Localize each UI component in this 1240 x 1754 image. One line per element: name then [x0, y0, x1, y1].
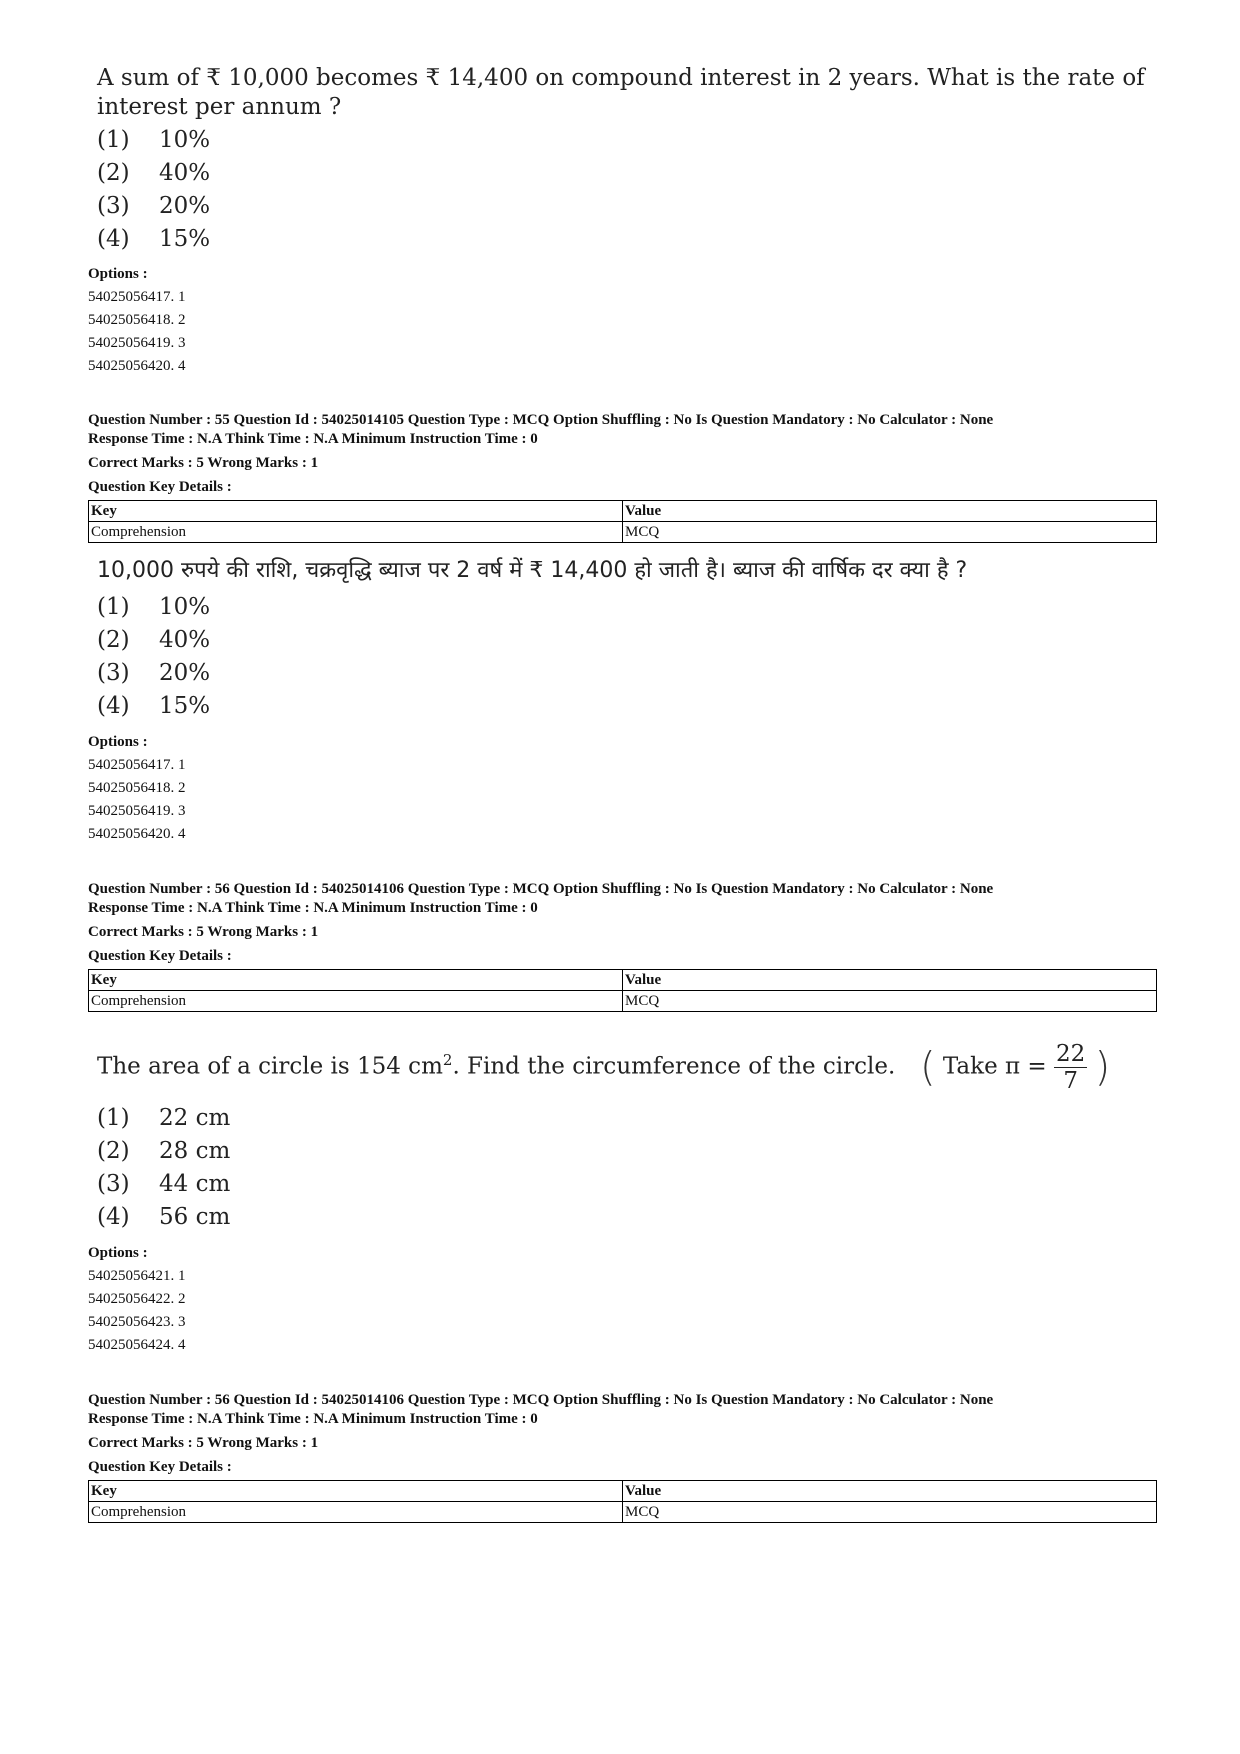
right-paren: ) — [1094, 1044, 1111, 1091]
question-text — [97, 1030, 1197, 1098]
meta-line: Question Number : 56 Question Id : 54025014106 Question Type : MCQ Option Shuffling : No Is Question Mandatory : No Calculator : None — [88, 881, 994, 897]
question-text: A sum of ₹ 10,000 becomes ₹ 14,400 on compound interest in 2 years. What is the rate of interest per annum ? — [97, 65, 1145, 120]
question-meta — [88, 880, 1158, 966]
choice-text: 44 cm — [159, 1171, 231, 1197]
key-table — [88, 500, 1157, 543]
choice-text: 40% — [159, 160, 211, 186]
options-label: Options : — [88, 266, 148, 282]
value-header: Value — [623, 1481, 1157, 1502]
choice-text: 56 cm — [159, 1204, 231, 1230]
meta-line: Response Time : N.A Think Time : N.A Minimum Instruction Time : 0 — [88, 1411, 538, 1427]
superscript: 2 — [442, 1051, 453, 1069]
choice-item — [97, 190, 210, 223]
option-id: 54025056418. 2 — [88, 780, 186, 796]
key-header: Key — [89, 501, 623, 522]
value-header: Value — [623, 501, 1157, 522]
meta-line: Question Number : 55 Question Id : 54025014105 Question Type : MCQ Option Shuffling : No Is Question Mandatory : No Calculator : None — [88, 412, 994, 428]
option-id: 54025056419. 3 — [88, 803, 186, 819]
meta-line: Response Time : N.A Think Time : N.A Minimum Instruction Time : 0 — [88, 900, 538, 916]
choice-list — [97, 1102, 230, 1234]
option-id: 54025056419. 3 — [88, 335, 186, 351]
key-table-header — [89, 501, 1157, 522]
meta-line: Response Time : N.A Think Time : N.A Minimum Instruction Time : 0 — [88, 431, 538, 447]
value-cell: MCQ — [623, 991, 1157, 1012]
choice-item — [97, 1102, 230, 1135]
options-label: Options : — [88, 734, 148, 750]
choice-list — [97, 124, 210, 256]
key-cell: Comprehension — [89, 522, 623, 543]
choice-number: (1) — [97, 594, 130, 620]
key-table-row — [89, 1502, 1157, 1523]
meta-line: Question Number : 56 Question Id : 54025014106 Question Type : MCQ Option Shuffling : No Is Question Mandatory : No Calculator : None — [88, 1392, 994, 1408]
choice-item — [97, 690, 210, 723]
choice-number: (3) — [97, 660, 130, 686]
value-cell: MCQ — [623, 1502, 1157, 1523]
key-cell: Comprehension — [89, 1502, 623, 1523]
choice-item — [97, 1168, 230, 1201]
choice-item — [97, 591, 210, 624]
choice-item — [97, 624, 210, 657]
key-table — [88, 1480, 1157, 1523]
choice-item — [97, 1135, 230, 1168]
left-paren: ( — [919, 1044, 936, 1091]
marks-line: Correct Marks : 5 Wrong Marks : 1 — [88, 924, 319, 940]
choice-number: (4) — [97, 693, 130, 719]
choice-text: 40% — [159, 627, 211, 653]
options-block — [88, 1242, 186, 1357]
question-main-text: The area of a circle is 154 cm — [97, 1053, 443, 1080]
key-table-header — [89, 1481, 1157, 1502]
key-header: Key — [89, 1481, 623, 1502]
pi-fraction — [1054, 1041, 1087, 1094]
question-rest-text: . Find the circumference of the circle. — [452, 1053, 896, 1080]
choice-text: 20% — [159, 660, 211, 686]
choice-list — [97, 591, 210, 723]
choice-number: (4) — [97, 1204, 130, 1230]
choice-item — [97, 1201, 230, 1234]
option-id: 54025056417. 1 — [88, 757, 186, 773]
key-table-row — [89, 522, 1157, 543]
key-details-label: Question Key Details : — [88, 479, 232, 495]
fraction-denominator: 7 — [1063, 1068, 1078, 1095]
choice-number: (1) — [97, 1105, 130, 1131]
fraction-numerator: 22 — [1056, 1041, 1086, 1068]
option-id: 54025056418. 2 — [88, 312, 186, 328]
marks-line: Correct Marks : 5 Wrong Marks : 1 — [88, 455, 319, 471]
choice-text: 22 cm — [159, 1105, 231, 1131]
question-meta — [88, 1391, 1158, 1477]
question-text: 10,000 रुपये की राशि, चक्रवृद्धि ब्याज पर 2 वर्ष में ₹ 14,400 हो जाती है। ब्याज की वार्षिक दर क्या है ? — [97, 558, 968, 583]
question-meta — [88, 411, 1158, 497]
choice-text: 10% — [159, 594, 211, 620]
choice-number: (4) — [97, 226, 130, 252]
key-details-label: Question Key Details : — [88, 948, 232, 964]
option-id: 54025056421. 1 — [88, 1268, 186, 1284]
choice-item — [97, 223, 210, 256]
choice-text: 10% — [159, 127, 211, 153]
options-block — [88, 731, 186, 846]
take-pi-text: Take π = — [942, 1053, 1047, 1080]
option-id: 54025056420. 4 — [88, 358, 186, 374]
choice-item — [97, 657, 210, 690]
choice-number: (1) — [97, 127, 130, 153]
value-header: Value — [623, 970, 1157, 991]
choice-text: 15% — [159, 693, 211, 719]
marks-line: Correct Marks : 5 Wrong Marks : 1 — [88, 1435, 319, 1451]
key-header: Key — [89, 970, 623, 991]
choice-text: 28 cm — [159, 1138, 231, 1164]
choice-text: 20% — [159, 193, 211, 219]
value-cell: MCQ — [623, 522, 1157, 543]
choice-item — [97, 157, 210, 190]
option-id: 54025056417. 1 — [88, 289, 186, 305]
choice-text: 15% — [159, 226, 211, 252]
options-label: Options : — [88, 1245, 148, 1261]
options-block — [88, 263, 186, 378]
key-details-label: Question Key Details : — [88, 1459, 232, 1475]
choice-number: (2) — [97, 627, 130, 653]
key-table-header — [89, 970, 1157, 991]
key-table — [88, 969, 1157, 1012]
option-id: 54025056423. 3 — [88, 1314, 186, 1330]
option-id: 54025056422. 2 — [88, 1291, 186, 1307]
key-table-row — [89, 991, 1157, 1012]
choice-item — [97, 124, 210, 157]
choice-number: (3) — [97, 193, 130, 219]
option-id: 54025056420. 4 — [88, 826, 186, 842]
choice-number: (2) — [97, 1138, 130, 1164]
key-cell: Comprehension — [89, 991, 623, 1012]
option-id: 54025056424. 4 — [88, 1337, 186, 1353]
choice-number: (3) — [97, 1171, 130, 1197]
choice-number: (2) — [97, 160, 130, 186]
